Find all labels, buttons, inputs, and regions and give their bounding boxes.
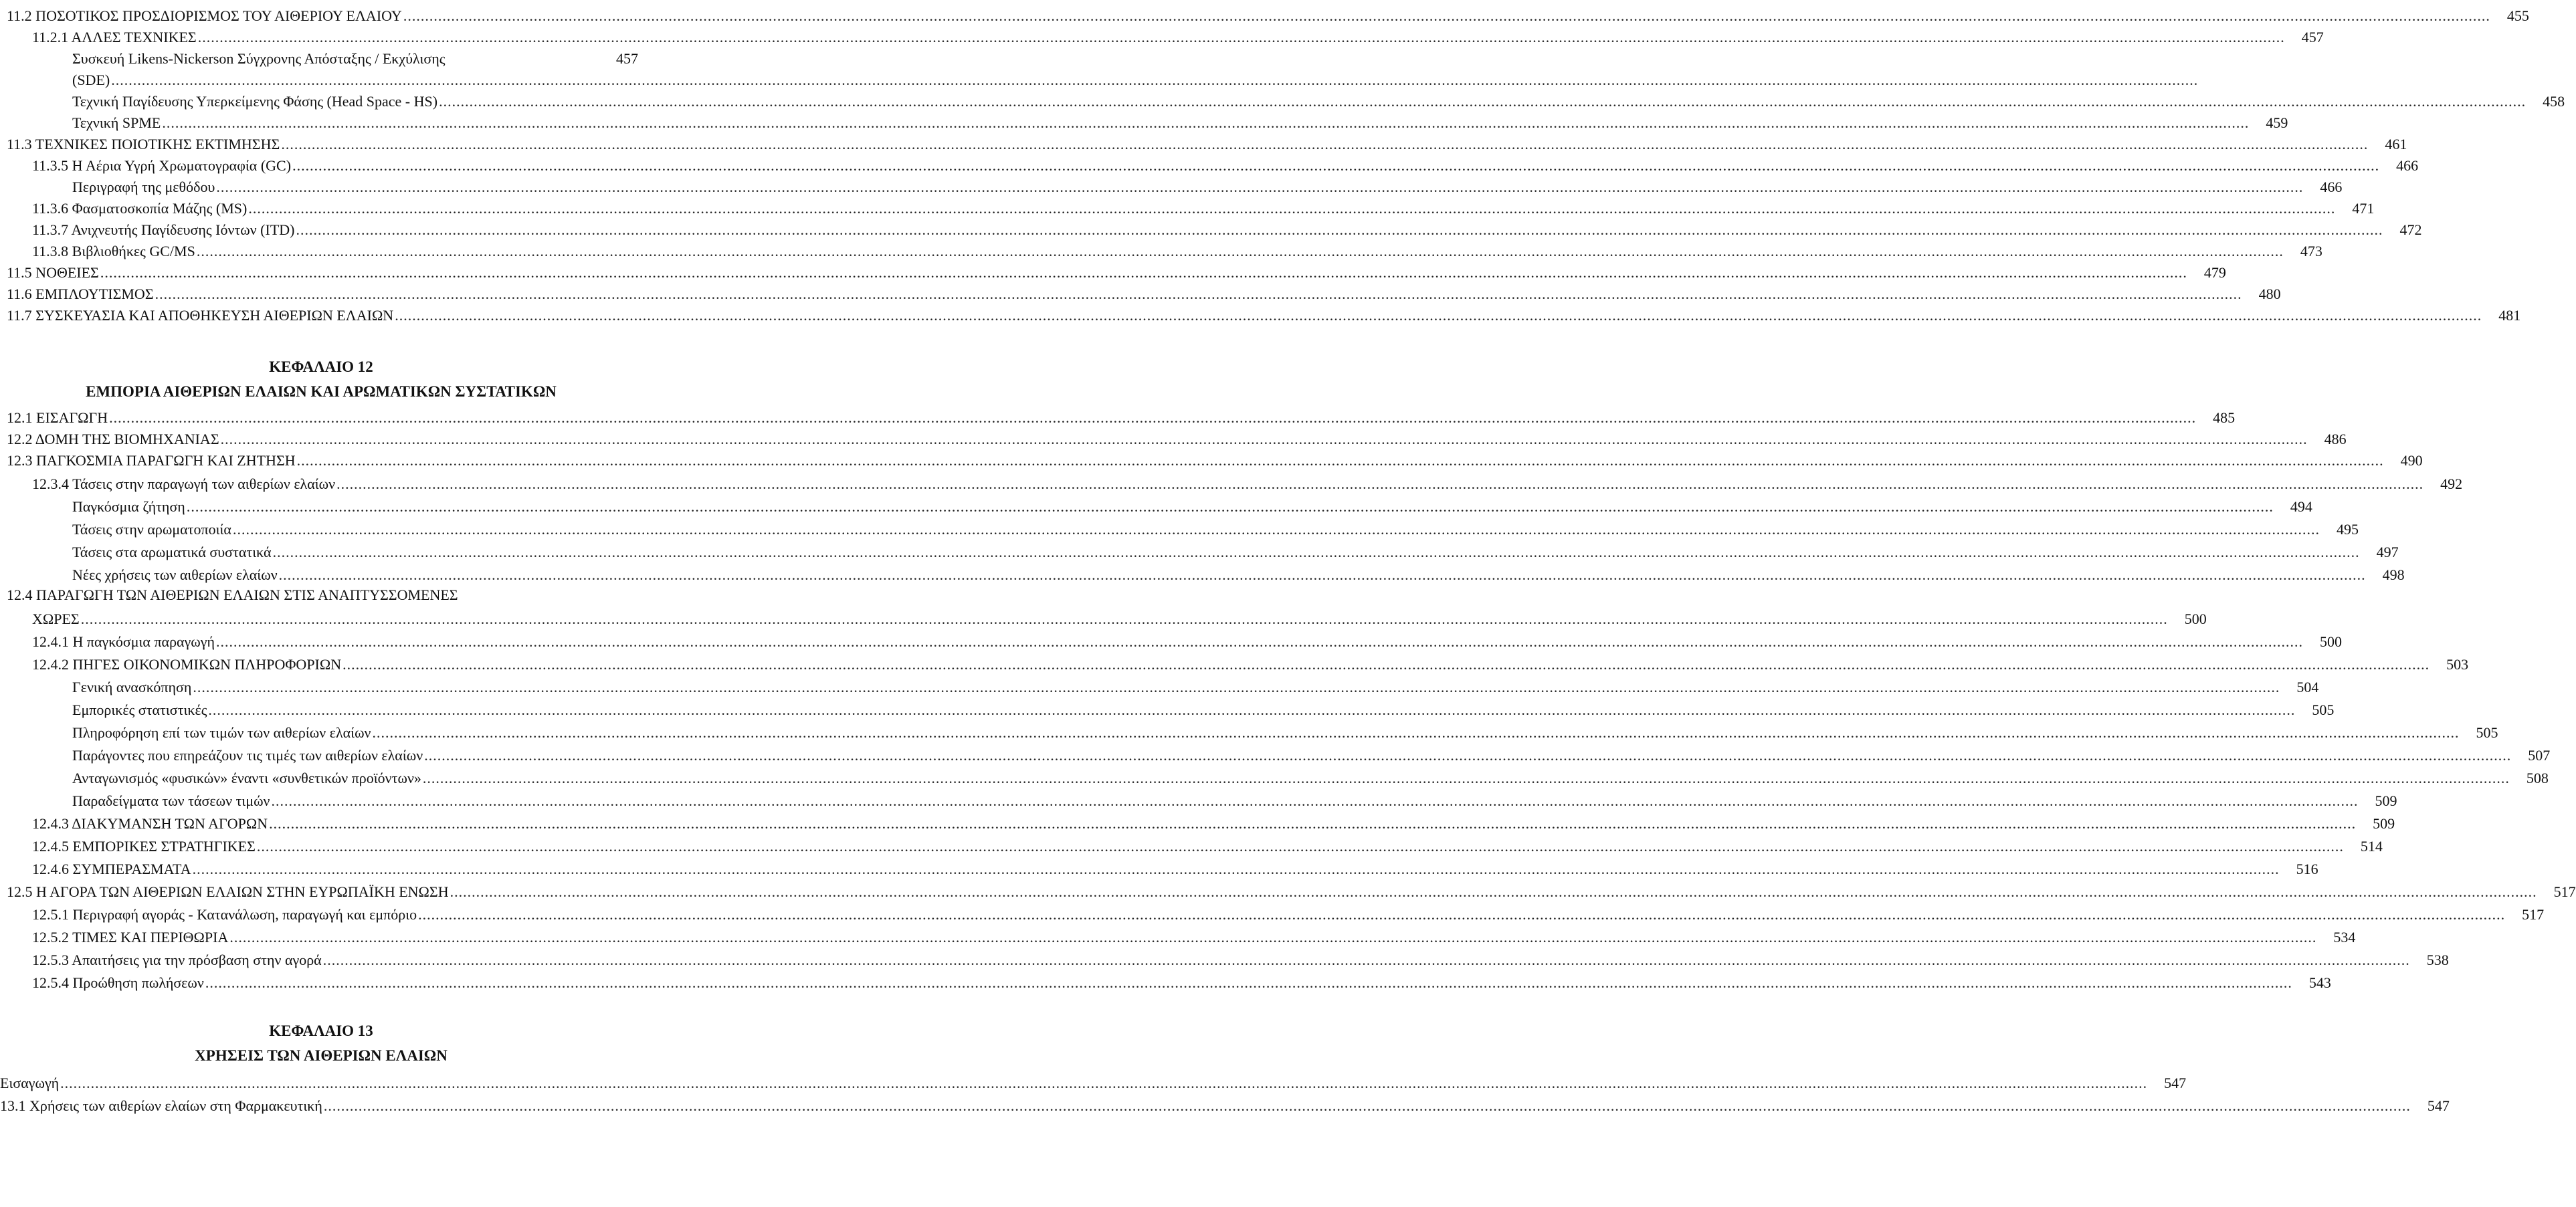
toc-leader-dots: [257, 837, 2344, 856]
toc-entry-title: 11.5 ΝΟΘΕΙΕΣ: [7, 264, 99, 281]
toc-entry[interactable]: [7, 302, 2521, 325]
toc-entry[interactable]: [72, 562, 2405, 584]
toc-entry-page: 494: [2290, 498, 2312, 515]
toc-entry-page: 507: [2528, 747, 2551, 764]
toc-leader-dots: [155, 285, 2242, 304]
toc-entry[interactable]: [72, 110, 2288, 132]
toc-leader-dots: [216, 633, 2303, 651]
toc-leader-dots: [81, 610, 2168, 629]
toc-leader-dots: [342, 655, 2430, 674]
toc-entry[interactable]: [72, 88, 2565, 111]
toc-leader-dots: [424, 746, 2511, 765]
toc-entry-title: 12.4.1 Η παγκόσμια παραγωγή: [32, 633, 215, 650]
toc-entry-page: 505: [2476, 724, 2498, 741]
toc-entry[interactable]: [32, 856, 2318, 879]
toc-entry-continuation: [72, 67, 638, 90]
toc-entry-page: 500: [2184, 611, 2207, 627]
toc-entry-title: Τεχνική SPME: [72, 114, 161, 131]
toc-leader-dots: [109, 409, 2196, 427]
toc-entry[interactable]: [32, 833, 2383, 856]
toc-entry-page: 455: [2506, 7, 2529, 24]
toc-entry-title: Παραδείγματα των τάσεων τιμών: [72, 792, 270, 809]
toc-entry-page: 547: [2164, 1075, 2187, 1091]
toc-entry-page: 547: [2427, 1097, 2450, 1114]
toc-entry-page: 504: [2296, 679, 2319, 695]
toc-leader-dots: [193, 678, 2280, 697]
toc-entry-page: 472: [2399, 221, 2422, 238]
toc-leader-dots: [269, 814, 2356, 833]
toc-entry[interactable]: [7, 447, 2423, 470]
toc-entry-page: 490: [2400, 452, 2423, 469]
toc-entry-page: 509: [2375, 792, 2397, 809]
toc-leader-dots: [324, 1097, 2411, 1115]
toc-entry[interactable]: [32, 947, 2449, 970]
toc-entry[interactable]: [32, 629, 2343, 651]
toc-entry[interactable]: [7, 405, 2236, 427]
toc-entry-page: 517: [2522, 906, 2545, 923]
toc-leader-dots: [198, 28, 2285, 47]
chapter-label: ΚΕΦΑΛΑΙΟ 13: [269, 1022, 373, 1039]
toc-leader-dots: [111, 71, 2198, 90]
toc-entry-title: 12.3 ΠΑΓΚΟΣΜΙΑ ΠΑΡΑΓΩΓΗ ΚΑΙ ΖΗΤΗΣΗ: [7, 452, 296, 469]
chapter-title: ΧΡΗΣΕΙΣ ΤΩΝ ΑΙΘΕΡΙΩΝ ΕΛΑΙΩΝ: [195, 1047, 448, 1064]
toc-leader-dots: [273, 543, 2360, 562]
toc-entry-page: 500: [2320, 633, 2343, 650]
toc-entry-title: 11.3.8 Βιβλιοθήκες GC/MS: [32, 243, 195, 259]
toc-leader-dots: [296, 221, 2383, 239]
toc-entry[interactable]: [0, 1093, 2450, 1115]
toc-entry[interactable]: [72, 516, 2359, 539]
toc-entry-page: 485: [2213, 409, 2236, 426]
toc-entry-page: 473: [2300, 243, 2322, 259]
toc-leader-dots: [233, 520, 2320, 539]
toc-entry-title: Εμπορικές στατιστικές: [72, 701, 207, 718]
toc-entry[interactable]: [7, 281, 2281, 304]
toc-entry[interactable]: [32, 901, 2545, 924]
toc-entry-page: 458: [2543, 93, 2565, 110]
toc-entry[interactable]: [32, 651, 2469, 674]
toc-entry-title: 12.4.2 ΠΗΓΕΣ ΟΙΚΟΝΟΜΙΚΩΝ ΠΛΗΡΟΦΟΡΙΩΝ: [32, 656, 342, 673]
toc-entry-title: Τεχνική Παγίδευσης Υπερκείμενης Φάσης (Head Space - HS): [72, 93, 438, 110]
toc-leader-dots: [439, 92, 2526, 111]
toc-leader-dots: [197, 242, 2284, 261]
toc-entry-title: 12.4.3 ΔΙΑΚΥΜΑΝΣΗ ΤΩΝ ΑΓΟΡΩΝ: [32, 815, 268, 832]
toc-entry[interactable]: [72, 765, 2549, 788]
toc-entry-page: 514: [2360, 838, 2383, 855]
toc-leader-dots: [205, 974, 2292, 992]
toc-entry-title: 13.1 Χρήσεις των αιθερίων ελαίων στη Φαρμακευτική: [0, 1097, 322, 1114]
toc-entry-title: 12.4.6 ΣΥΜΠΕΡΑΣΜΑΤΑ: [32, 861, 191, 877]
toc-entry[interactable]: [7, 259, 2226, 282]
toc-leader-dots: [229, 928, 2316, 947]
toc-leader-dots: [248, 199, 2335, 218]
toc-entry-page: 503: [2446, 656, 2469, 673]
toc-entry[interactable]: [72, 174, 2343, 197]
toc-entry-page: 492: [2440, 475, 2463, 492]
toc-entry[interactable]: [7, 3, 2529, 25]
toc-entry[interactable]: [0, 1070, 2187, 1093]
toc-entry[interactable]: [32, 217, 2422, 239]
toc-entry-page: 516: [2296, 861, 2318, 877]
toc-entry-title: Περιγραφή της μεθόδου: [72, 179, 215, 195]
toc-entry-page: 457: [616, 50, 638, 67]
toc-entry-title: Ανταγωνισμός «φυσικών» έναντι «συνθετικών προϊόντων»: [72, 770, 421, 786]
toc-entry[interactable]: [72, 697, 2335, 720]
toc-entry[interactable]: [72, 45, 638, 68]
toc-leader-dots: [418, 905, 2505, 924]
toc-entry-title: 12.5.1 Περιγραφή αγοράς - Κατανάλωση, παραγωγή και εμπόριο: [32, 906, 417, 923]
toc-entry-page: 466: [2320, 179, 2343, 195]
toc-entry[interactable]: [32, 970, 2331, 992]
toc-entry-page: 543: [2308, 974, 2331, 991]
toc-entry-title: 11.2.1 ΑΛΛΕΣ ΤΕΧΝΙΚΕΣ: [32, 29, 197, 45]
toc-leader-dots: [60, 1074, 2147, 1093]
toc-entry-title: 11.7 ΣΥΣΚΕΥΑΣΙΑ ΚΑΙ ΑΠΟΘΗΚΕΥΣΗ ΑΙΘΕΡΙΩΝ ΕΛΑΙΩΝ: [7, 307, 394, 324]
toc-entry[interactable]: [72, 539, 2399, 562]
toc-leader-dots: [208, 701, 2295, 720]
toc-entry[interactable]: [7, 426, 2347, 449]
toc-entry-page: 508: [2526, 770, 2549, 786]
toc-entry[interactable]: [32, 195, 2375, 218]
toc-entry-page: 481: [2498, 307, 2521, 324]
toc-entry-title: Συσκευή Likens-Nickerson Σύγχρονης Απόσταξης / Εκχύλισης: [72, 50, 445, 67]
toc-entry-page: 538: [2426, 952, 2449, 968]
toc-entry-title: 11.6 ΕΜΠΛΟΥΤΙΣΜΟΣ: [7, 286, 154, 302]
toc-entry-title: ΧΩΡΕΣ: [32, 611, 80, 627]
toc-entry-title: Γενική ανασκόπηση: [72, 679, 192, 695]
toc-entry-page: 498: [2382, 566, 2405, 583]
toc-leader-dots: [403, 7, 2490, 25]
toc-entry-title: 11.3.7 Ανιχνευτής Παγίδευσης Ιόντων (ITD): [32, 221, 295, 238]
toc-entry-page: 480: [2258, 286, 2281, 302]
toc-leader-dots: [216, 178, 2303, 197]
toc-entry[interactable]: [7, 879, 2576, 901]
toc-leader-dots: [297, 451, 2384, 470]
chapter-title: ΕΜΠΟΡΙΑ ΑΙΘΕΡΙΩΝ ΕΛΑΙΩΝ ΚΑΙ ΑΡΩΜΑΤΙΚΩΝ ΣΥΣΤΑΤΙΚΩΝ: [86, 383, 557, 400]
toc-leader-dots: [450, 883, 2537, 901]
toc-leader-dots: [336, 475, 2423, 493]
toc-entry-title: 12.1 ΕΙΣΑΓΩΓΗ: [7, 409, 108, 426]
toc-entry-title: 12.4.5 ΕΜΠΟΡΙΚΕΣ ΣΤΡΑΤΗΓΙΚΕΣ: [32, 838, 256, 855]
toc-entry-title: Παγκόσμια ζήτηση: [72, 498, 185, 515]
toc-entry[interactable]: [72, 493, 2312, 516]
toc-entry-title: Τάσεις στην αρωματοποιία: [72, 521, 231, 538]
toc-entry[interactable]: [32, 924, 2356, 947]
toc-entry-title: Εισαγωγή: [0, 1075, 60, 1091]
toc-entry-title: 11.3.5 Η Αέρια Υγρή Χρωματογραφία (GC): [32, 157, 292, 174]
toc-entry-title: 11.2 ΠΟΣΟΤΙΚΟΣ ΠΡΟΣΔΙΟΡΙΣΜΟΣ ΤΟΥ ΑΙΘΕΡΙΟΥ ΕΛΑΙΟΥ: [7, 7, 402, 24]
toc-leader-dots: [292, 156, 2379, 175]
toc-entry-title: 12.3.4 Τάσεις στην παραγωγή των αιθερίων ελαίων: [32, 475, 336, 492]
toc-entry-page: 505: [2312, 701, 2335, 718]
toc-leader-dots: [193, 860, 2280, 879]
toc-entry-title: Πληροφόρηση επί των τιμών των αιθερίων ελαίων: [72, 724, 371, 741]
toc-entry[interactable]: [72, 788, 2397, 810]
toc-entry-title: (SDE): [72, 72, 110, 88]
toc-entry-title: Παράγοντες που επηρεάζουν τις τιμές των αιθερίων ελαίων: [72, 747, 423, 764]
toc-entry-page: 534: [2333, 929, 2356, 946]
toc-entry[interactable]: [7, 131, 2407, 154]
toc-entry-page: 471: [2352, 200, 2375, 217]
toc-entry-page: 495: [2336, 521, 2359, 538]
toc-entry-title: 12.5.3 Απαιτήσεις για την πρόσβαση στην αγορά: [32, 952, 322, 968]
toc-leader-dots: [221, 430, 2308, 449]
toc-entry-page: 459: [2266, 114, 2288, 131]
toc-entry[interactable]: [72, 742, 2551, 765]
toc-entry-page: 466: [2396, 157, 2419, 174]
toc-entry-page: 497: [2376, 544, 2399, 560]
toc-entry[interactable]: [32, 810, 2395, 833]
toc-entry-page: 457: [2301, 29, 2324, 45]
toc-leader-dots: [187, 498, 2274, 516]
toc-leader-dots: [423, 769, 2510, 788]
toc-leader-dots: [373, 724, 2460, 742]
toc-entry-page: 509: [2373, 815, 2395, 832]
toc-entry-page: 517: [2553, 883, 2576, 900]
toc-entry-first-line[interactable]: 12.4 ΠΑΡΑΓΩΓΗ ΤΩΝ ΑΙΘΕΡΙΩΝ ΕΛΑΙΩΝ ΣΤΙΣ ΑΝΑΠΤΥΣΣΟΜΕΝΕΣ: [7, 586, 458, 603]
toc-entry[interactable]: [32, 24, 2324, 47]
toc-entry[interactable]: [32, 471, 2463, 493]
toc-leader-dots: [281, 135, 2368, 154]
chapter-label: ΚΕΦΑΛΑΙΟ 12: [269, 358, 373, 375]
toc-entry[interactable]: [72, 674, 2319, 697]
toc-leader-dots: [100, 263, 2187, 282]
toc-leader-dots: [323, 951, 2410, 970]
toc-entry-title: 11.3.6 Φασματοσκοπία Μάζης (MS): [32, 200, 247, 217]
toc-entry-title: 12.5.2 ΤΙΜΕΣ ΚΑΙ ΠΕΡΙΘΩΡΙΑ: [32, 929, 229, 946]
toc-entry-title: 12.5.4 Προώθηση πωλήσεων: [32, 974, 204, 991]
toc-entry[interactable]: [72, 720, 2498, 742]
toc-entry[interactable]: [32, 152, 2419, 175]
toc-entry-page: 486: [2324, 431, 2347, 447]
toc-entry-title: Νέες χρήσεις των αιθερίων ελαίων: [72, 566, 278, 583]
toc-leader-dots: [272, 792, 2359, 810]
toc-entry[interactable]: [32, 606, 2207, 629]
toc-leader-dots: [279, 566, 2366, 584]
toc-entry-title: Τάσεις στα αρωματικά συστατικά: [72, 544, 272, 560]
toc-entry-page: 461: [2385, 136, 2407, 152]
toc-entry-title: 12.5 Η ΑΓΟΡΑ ΤΩΝ ΑΙΘΕΡΙΩΝ ΕΛΑΙΩΝ ΣΤΗΝ ΕΥΡΩΠΑΪΚΗ ΕΝΩΣΗ: [7, 883, 449, 900]
toc-entry-page: 479: [2203, 264, 2226, 281]
toc-entry[interactable]: [32, 238, 2322, 261]
toc-leader-dots: [162, 114, 2249, 132]
toc-entry-title: 12.2 ΔΟΜΗ ΤΗΣ ΒΙΟΜΗΧΑΝΙΑΣ: [7, 431, 219, 447]
toc-leader-dots: [395, 306, 2482, 325]
toc-entry-title: 11.3 ΤΕΧΝΙΚΕΣ ΠΟΙΟΤΙΚΗΣ ΕΚΤΙΜΗΣΗΣ: [7, 136, 280, 152]
